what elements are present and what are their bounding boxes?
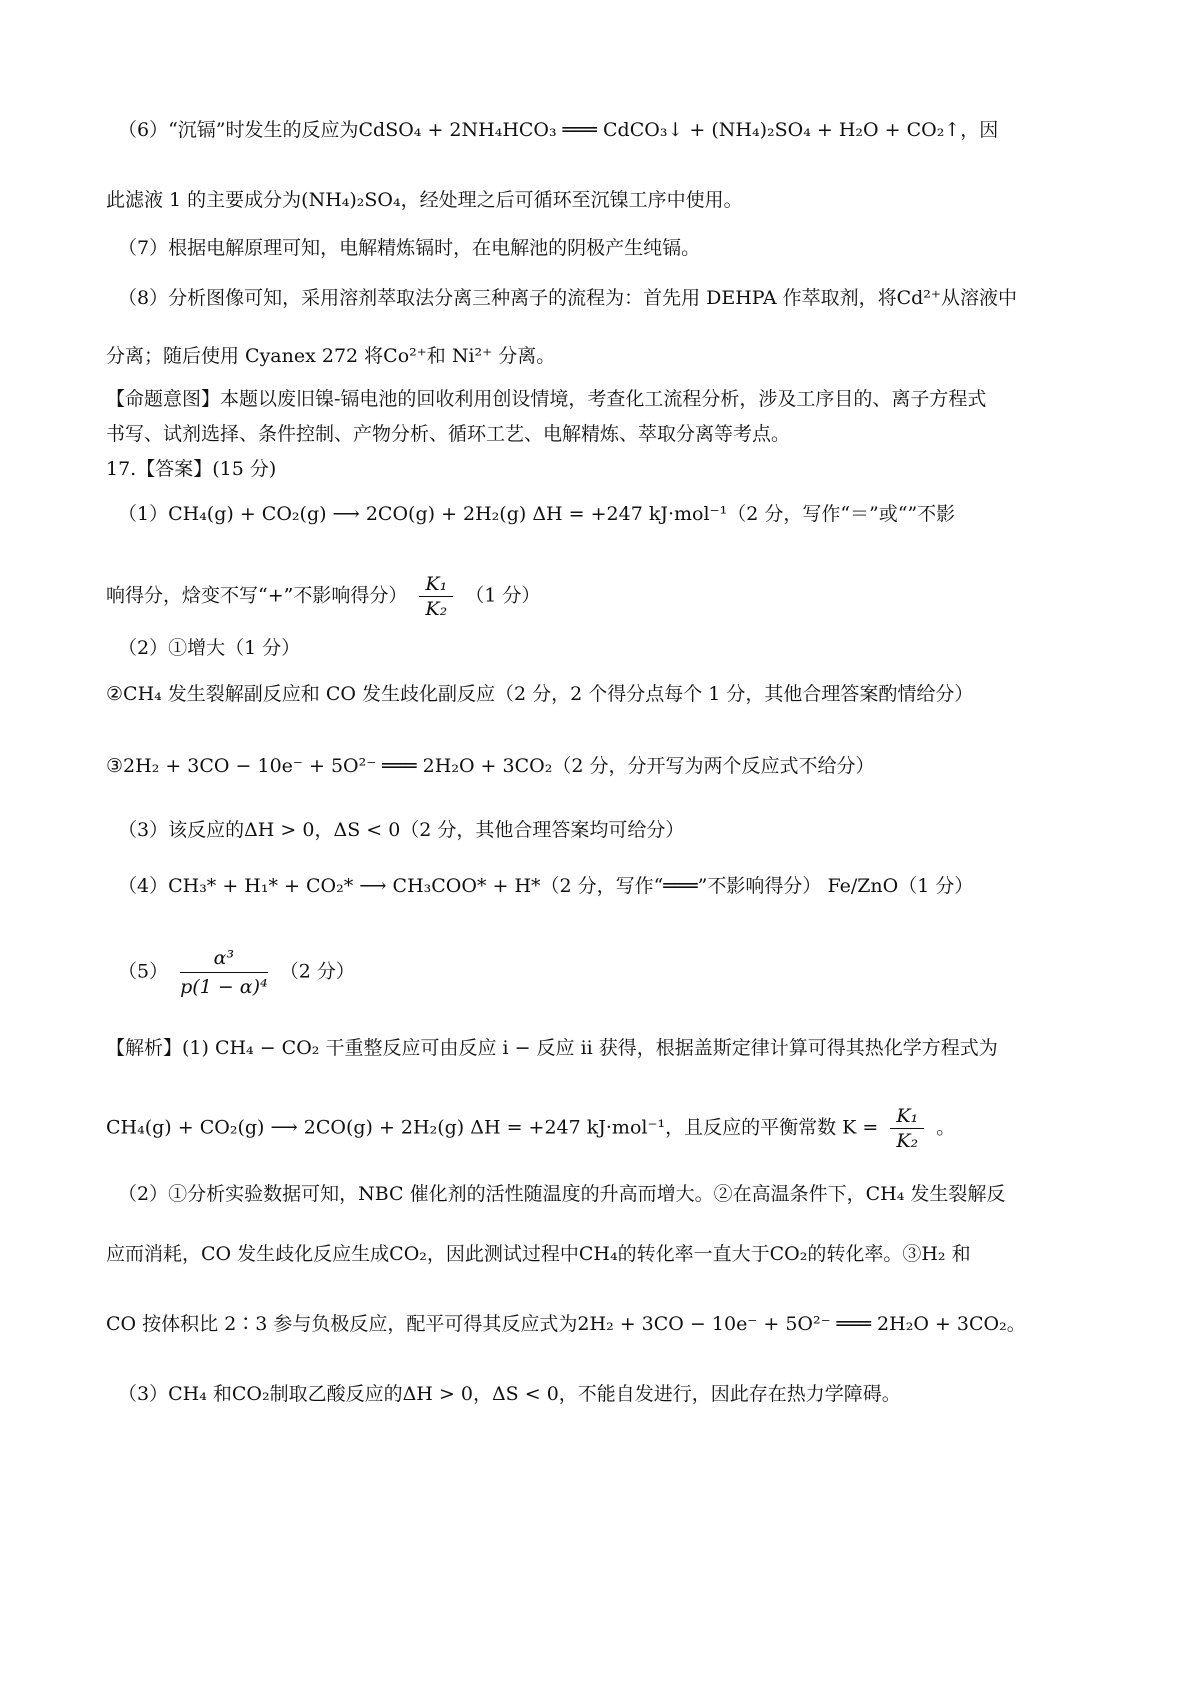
fraction-denominator: K₂	[896, 1130, 919, 1152]
k-ratio-fraction	[419, 572, 453, 621]
answer-5-label: （5）	[118, 960, 169, 983]
answer-2-2: ②CH₄ 发生裂解副反应和 CO 发生歧化副反应（2 分，2 个得分点每个 1 分，其他合理答案酌情给分）	[106, 683, 974, 705]
answer-2-3: ③2H₂ + 3CO − 10e⁻ + 5O²⁻ ═══ 2H₂O + 3CO₂（2 分，分开写为两个反应式不给分）	[106, 755, 875, 777]
answer-1-equation: （1）CH₄(g) + CO₂(g) ⟶ 2CO(g) + 2H₂(g) ΔH = +247 kJ·mol⁻¹（2 分，写作“＝”或“”不影	[118, 503, 956, 525]
text-line-8: （8）分析图像可知，采用溶剂萃取法分离三种离子的流程为：首先用 DEHPA 作萃取剂，将Cd²⁺从溶液中	[118, 287, 1017, 309]
analysis-1: 【解析】(1) CH₄ − CO₂ 干重整反应可由反应 i − 反应 ii 获得，根据盖斯定律计算可得其热化学方程式为	[106, 1037, 998, 1059]
answer-2-1: （2）①增大（1 分）	[118, 637, 301, 659]
text-line-8-cont: 分离；随后使用 Cyanex 272 将Co²⁺和 Ni²⁺ 分离。	[106, 345, 556, 367]
answer-1-score: （1 分）	[465, 584, 541, 607]
answer-1-cont	[106, 572, 1200, 621]
intent-line-1: 【命题意图】本题以废旧镍-镉电池的回收利用创设情境，考查化工流程分析，涉及工序目的、离子方程式	[106, 388, 987, 410]
text-line-6-cont: 此滤液 1 的主要成分为(NH₄)₂SO₄，经处理之后可循环至沉镍工序中使用。	[106, 189, 743, 211]
analysis-2-line-3: CO 按体积比 2∶3 参与负极反应，配平可得其反应式为2H₂ + 3CO − 10e⁻ + 5O²⁻ ═══ 2H₂O + 3CO₂。	[106, 1313, 1026, 1335]
fraction-denominator: K₂	[425, 598, 448, 620]
answer-heading: 17.【答案】(15 分)	[106, 458, 277, 480]
alpha-fraction	[180, 944, 268, 1001]
analysis-1-equation	[106, 1104, 1200, 1153]
answer-4: （4）CH₃* + H₁* + CO₂* ⟶ CH₃COO* + H*（2 分，写作“═══”不影响得分） Fe/ZnO（1 分）	[118, 875, 974, 897]
analysis-3: （3）CH₄ 和CO₂制取乙酸反应的ΔH > 0，ΔS < 0，不能自发进行，因此存在热力学障碍。	[118, 1383, 901, 1405]
text-line-7: （7）根据电解原理可知，电解精炼镉时，在电解池的阴极产生纯镉。	[118, 237, 701, 259]
fraction-denominator: p(1 − α)⁴	[180, 976, 268, 998]
analysis-1-text: CH₄(g) + CO₂(g) ⟶ 2CO(g) + 2H₂(g) ΔH = +247 kJ·mol⁻¹，且反应的平衡常数 K =	[106, 1116, 879, 1139]
answer-5-score: （2 分）	[279, 960, 355, 983]
answer-3: （3）该反应的ΔH > 0，ΔS < 0（2 分，其他合理答案均可给分）	[118, 819, 685, 841]
analysis-2-line-2: 应而消耗，CO 发生歧化反应生成CO₂，因此测试过程中CH₄的转化率一直大于CO₂的转化率。③H₂ 和	[106, 1243, 971, 1265]
intent-line-2: 书写、试剂选择、条件控制、产物分析、循环工艺、电解精炼、萃取分离等考点。	[106, 423, 791, 445]
answer-1-note: 响得分，焓变不写“+”不影响得分）	[106, 584, 408, 607]
text-line-6: （6）“沉镉”时发生的反应为CdSO₄ + 2NH₄HCO₃ ═══ CdCO₃↓ + (NH₄)₂SO₄ + H₂O + CO₂↑，因	[118, 119, 999, 141]
k-ratio-fraction-analysis	[890, 1104, 924, 1153]
answer-5	[118, 944, 1200, 1001]
fraction-numerator: K₁	[890, 1104, 924, 1129]
analysis-1-end: 。	[936, 1116, 956, 1139]
fraction-numerator: α³	[180, 944, 268, 973]
fraction-numerator: K₁	[419, 572, 453, 597]
analysis-2-line-1: （2）①分析实验数据可知，NBC 催化剂的活性随温度的升高而增大。②在高温条件下，CH₄ 发生裂解反	[118, 1183, 1006, 1205]
